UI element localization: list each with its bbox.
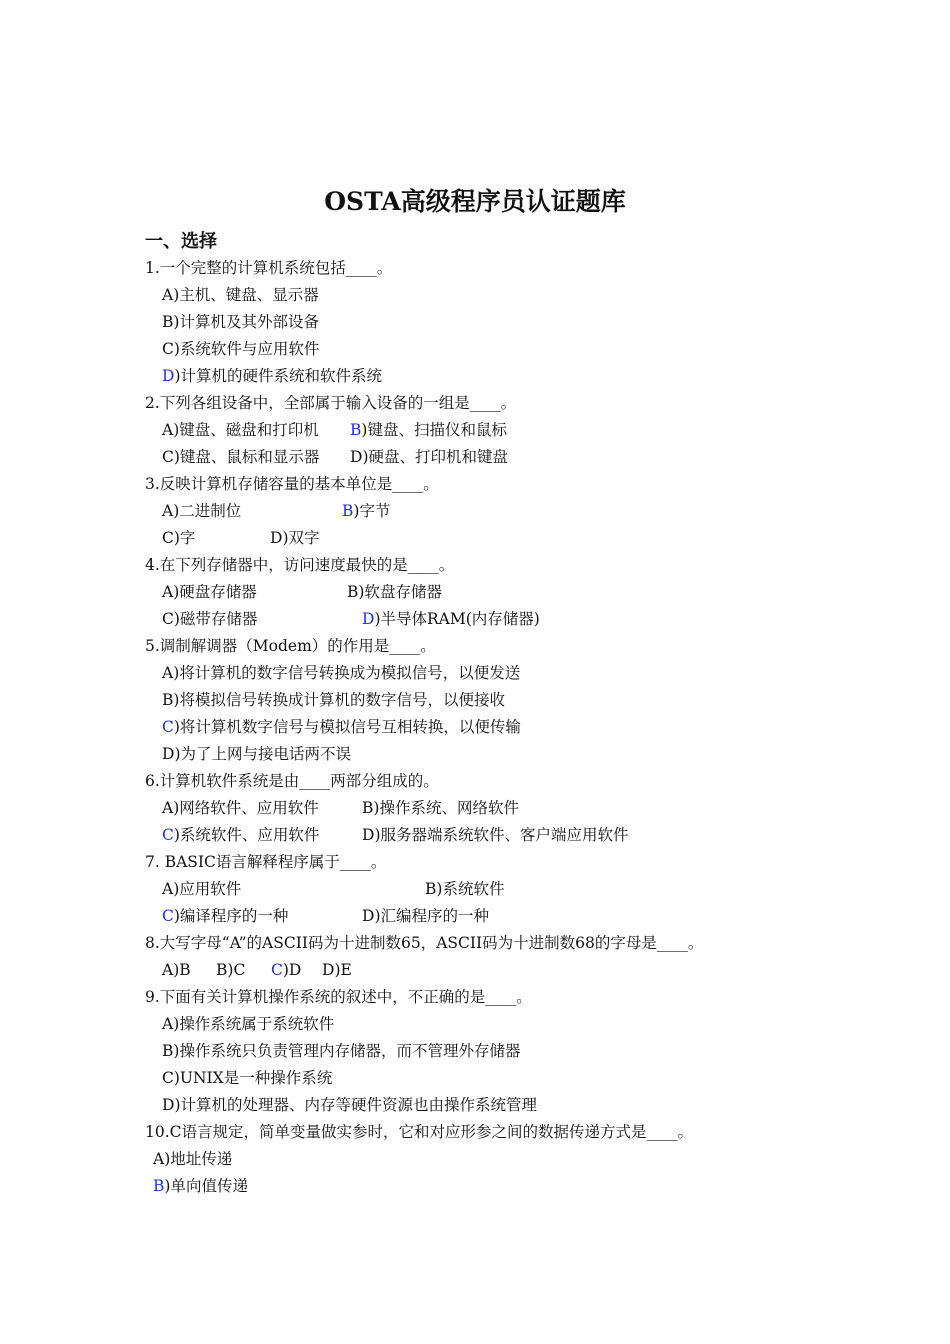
option-c [162, 1065, 332, 1092]
option-a [153, 1146, 232, 1173]
option-letter: B [153, 1177, 165, 1195]
option-a [162, 579, 257, 606]
option-a [162, 876, 241, 903]
option-b [342, 498, 390, 525]
option-letter: A [162, 961, 174, 979]
option-text: )B [173, 961, 191, 979]
question-stem: 10.C语言规定，简单变量做实参时，它和对应形参之间的数据传递方式是____。 [145, 1123, 694, 1141]
question-stem: 1.一个完整的计算机系统包括____。 [145, 259, 393, 277]
option-letter: C [162, 610, 174, 628]
option-text: )单向值传递 [164, 1177, 248, 1195]
option-letter: A [162, 583, 174, 601]
option-a [162, 1011, 334, 1038]
question-stem: 5.调制解调器（Modem）的作用是____。 [145, 637, 436, 655]
option-d [162, 1092, 537, 1119]
option-c [162, 606, 257, 633]
question-stem: 3.反映计算机存储容量的基本单位是____。 [145, 475, 439, 493]
option-text: )地址传递 [164, 1150, 233, 1168]
page-title: OSTA高级程序员认证题库 [324, 187, 626, 216]
option-letter: B [342, 502, 354, 520]
option-text: )软盘存储器 [358, 583, 442, 601]
option-letter: C [162, 340, 174, 358]
option-text: )系统软件与应用软件 [173, 340, 320, 358]
option-text: )将计算机数字信号与模拟信号互相转换，以便传输 [173, 718, 521, 736]
option-b [162, 687, 505, 714]
option-letter: C [162, 718, 174, 736]
option-letter: A [162, 880, 174, 898]
option-d [350, 444, 508, 471]
option-text: )半导体RAM(内存储器) [374, 610, 540, 628]
option-letter: D [350, 448, 363, 466]
option-letter: D [362, 826, 375, 844]
question-stem: 9.下面有关计算机操作系统的叙述中，不正确的是____。 [145, 988, 532, 1006]
option-letter: C [162, 826, 174, 844]
option-letter: D [362, 907, 375, 925]
option-c [162, 525, 195, 552]
option-text: )操作系统属于系统软件 [173, 1015, 335, 1033]
option-text: )二进制位 [173, 502, 242, 520]
option-letter: A [162, 286, 174, 304]
option-text: )E [334, 961, 352, 979]
option-letter: B [162, 1042, 174, 1060]
option-c [162, 444, 319, 471]
option-letter: A [162, 664, 174, 682]
option-letter: D [270, 529, 283, 547]
option-letter: B [216, 961, 228, 979]
option-text: )UNIX是一种操作系统 [173, 1069, 333, 1087]
option-letter: D [322, 961, 335, 979]
option-letter: A [162, 799, 174, 817]
option-letter: D [162, 1096, 175, 1114]
option-b [362, 795, 519, 822]
option-text: )双字 [282, 529, 320, 547]
option-c [271, 957, 301, 984]
option-d [362, 903, 489, 930]
option-b [162, 309, 319, 336]
option-text: )D [282, 961, 302, 979]
option-c [162, 714, 521, 741]
option-text: )操作系统、网络软件 [373, 799, 519, 817]
option-b [425, 876, 504, 903]
option-c [162, 336, 319, 363]
option-text: )硬盘存储器 [173, 583, 257, 601]
question-stem: 8.大写字母“A”的ASCII码为十进制数65，ASCII码为十进制数68的字母是____。 [145, 934, 704, 952]
option-letter: B [350, 421, 362, 439]
option-text: )字节 [353, 502, 391, 520]
option-text: )计算机的处理器、内存等硬件资源也由操作系统管理 [174, 1096, 537, 1114]
option-text: )系统软件、应用软件 [173, 826, 320, 844]
option-text: )将计算机的数字信号转换成为模拟信号，以便发送 [173, 664, 521, 682]
option-letter: C [271, 961, 283, 979]
option-letter: C [162, 1069, 174, 1087]
option-b [350, 417, 507, 444]
option-letter: B [347, 583, 359, 601]
option-text: )将模拟信号转换成计算机的数字信号，以便接收 [173, 691, 505, 709]
option-text: )计算机的硬件系统和软件系统 [174, 367, 382, 385]
option-a [162, 498, 241, 525]
option-letter: C [162, 907, 174, 925]
option-text: )操作系统只负责管理内存储器，而不管理外存储器 [173, 1042, 521, 1060]
option-a [162, 660, 520, 687]
option-text: )为了上网与接电话两不误 [174, 745, 351, 763]
question-stem: 4.在下列存储器中，访问速度最快的是____。 [145, 556, 455, 574]
option-c [162, 903, 288, 930]
option-letter: B [362, 799, 374, 817]
option-text: )应用软件 [173, 880, 242, 898]
option-letter: A [162, 421, 174, 439]
option-a [162, 957, 191, 984]
option-text: )服务器端系统软件、客户端应用软件 [374, 826, 629, 844]
option-d [162, 363, 382, 390]
option-letter: B [162, 691, 174, 709]
option-text: )汇编程序的一种 [374, 907, 489, 925]
option-text: )字 [173, 529, 196, 547]
question-stem: 6.计算机软件系统是由____两部分组成的。 [145, 772, 439, 790]
option-letter: C [162, 529, 174, 547]
option-d [362, 822, 629, 849]
option-b [216, 957, 245, 984]
option-text: )硬盘、打印机和键盘 [362, 448, 508, 466]
option-text: )计算机及其外部设备 [173, 313, 319, 331]
option-letter: D [162, 367, 175, 385]
option-letter: A [162, 1015, 174, 1033]
option-d [270, 525, 320, 552]
option-text: )磁带存储器 [173, 610, 258, 628]
option-b [153, 1173, 248, 1200]
option-text: )键盘、扫描仪和鼠标 [361, 421, 507, 439]
option-d [362, 606, 540, 633]
option-a [162, 417, 319, 444]
question-stem: 7. BASIC语言解释程序属于____。 [145, 853, 387, 871]
option-letter: D [362, 610, 375, 628]
option-text: )编译程序的一种 [173, 907, 289, 925]
option-b [347, 579, 442, 606]
option-text: )系统软件 [436, 880, 505, 898]
option-text: )C [227, 961, 246, 979]
option-letter: D [162, 745, 175, 763]
question-stem: 2.下列各组设备中，全部属于输入设备的一组是____。 [145, 394, 517, 412]
option-b [162, 1038, 520, 1065]
option-a [162, 795, 319, 822]
option-letter: B [162, 313, 174, 331]
option-letter: B [425, 880, 437, 898]
option-text: )键盘、鼠标和显示器 [173, 448, 320, 466]
option-d [162, 741, 351, 768]
option-a [162, 282, 319, 309]
section-heading: 一、选择 [145, 231, 217, 252]
option-letter: A [162, 502, 174, 520]
option-letter: A [153, 1150, 165, 1168]
option-d [322, 957, 352, 984]
option-text: )键盘、磁盘和打印机 [173, 421, 319, 439]
option-text: )网络软件、应用软件 [173, 799, 319, 817]
option-letter: C [162, 448, 174, 466]
option-text: )主机、键盘、显示器 [173, 286, 319, 304]
option-c [162, 822, 319, 849]
